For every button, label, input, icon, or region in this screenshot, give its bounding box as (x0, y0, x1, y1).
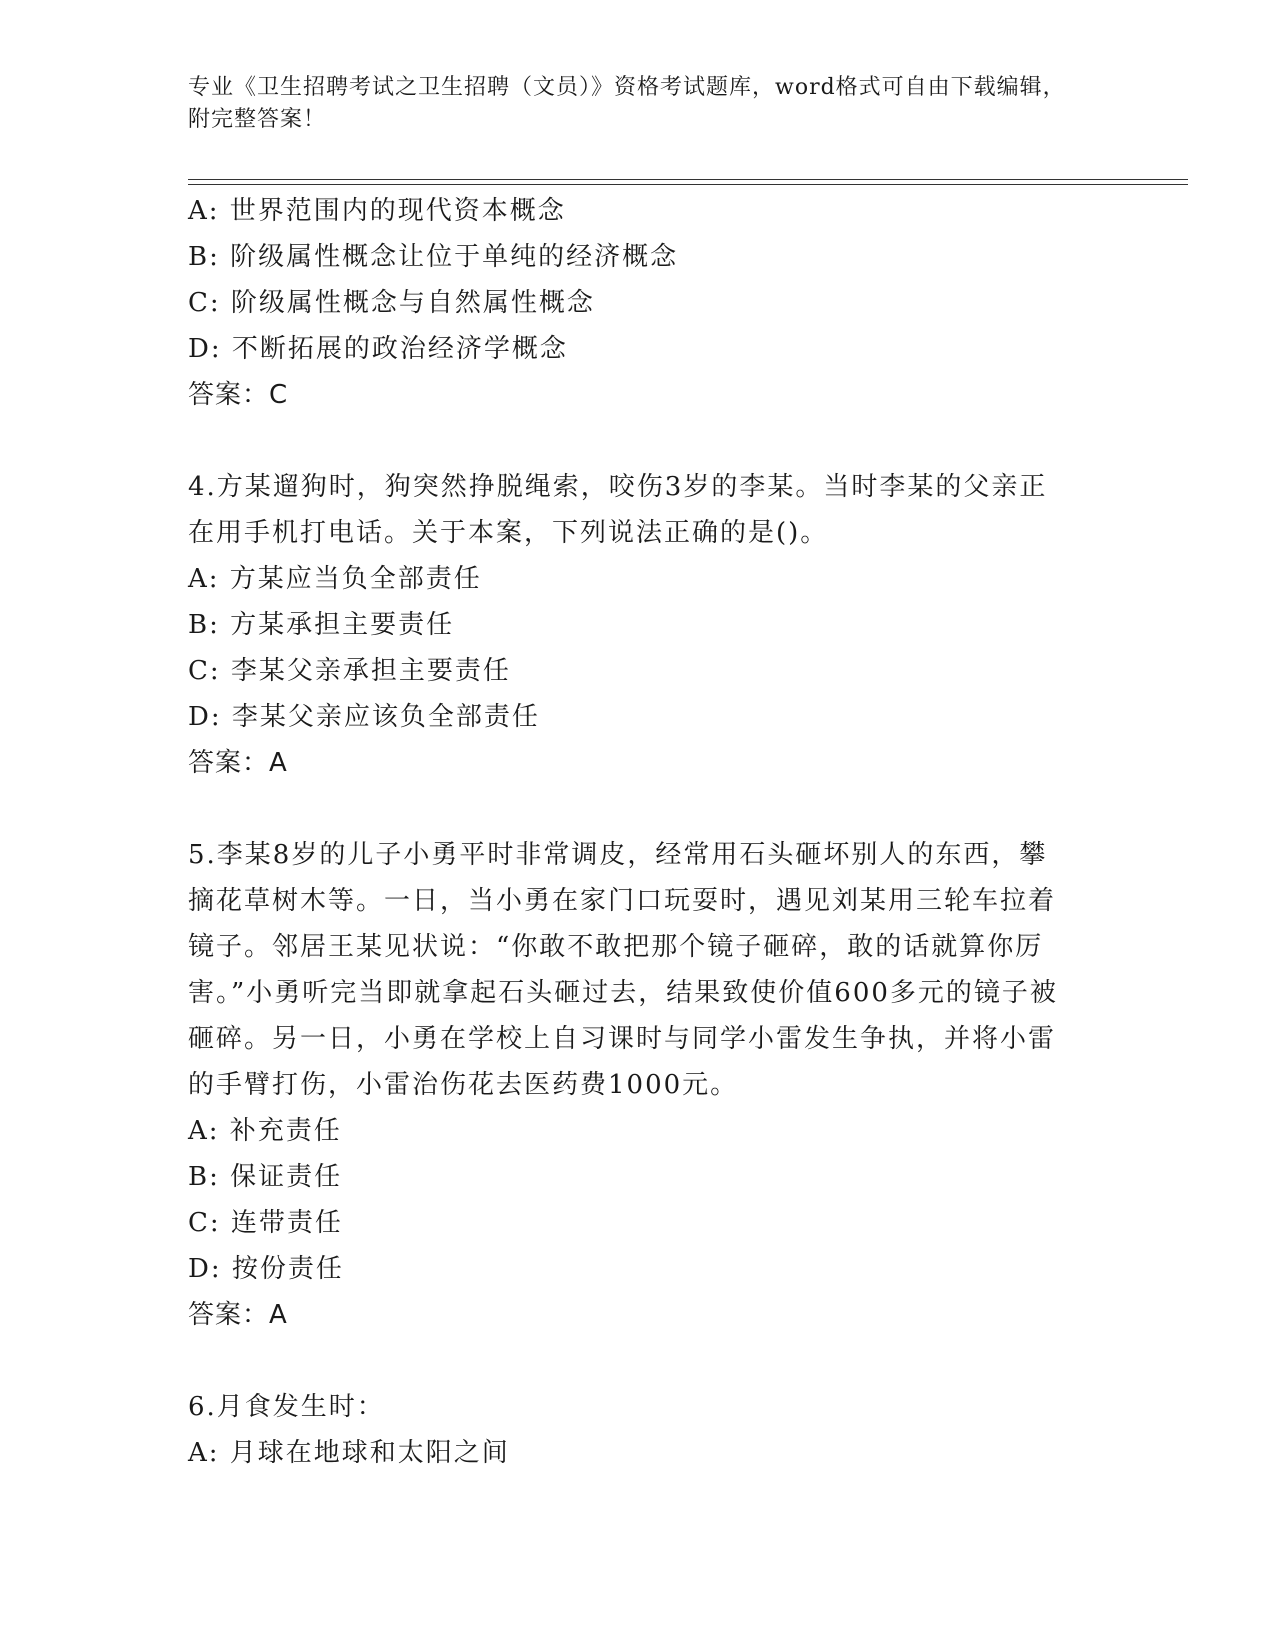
question-block-6 (188, 1384, 1068, 1476)
option-b: B: 保证责任 (188, 1162, 343, 1192)
option-a: A: 方某应当负全部责任 (188, 564, 482, 594)
header-rule-top (188, 179, 1188, 180)
question-stem: 4.方某遛狗时，狗突然挣脱绳索，咬伤3岁的李某。当时李某的父亲正在用手机打电话。关于本案，下列说法正确的是()。 (188, 472, 1048, 548)
header-rule-bottom (188, 184, 1188, 185)
spacer (188, 418, 1068, 464)
option-d: D: 李某父亲应该负全部责任 (188, 702, 540, 732)
question-block-5 (188, 832, 1068, 1338)
question-block-4 (188, 464, 1068, 786)
option-a: A: 补充责任 (188, 1116, 342, 1146)
question-block-3 (188, 188, 1068, 418)
option-d: D: 不断拓展的政治经济学概念 (188, 334, 568, 364)
option-b: B: 方某承担主要责任 (188, 610, 455, 640)
option-b: B: 阶级属性概念让位于单纯的经济概念 (188, 242, 679, 272)
spacer (188, 1338, 1068, 1384)
question-stem: 5.李某8岁的儿子小勇平时非常调皮，经常用石头砸坏别人的东西，攀摘花草树木等。一日，当小勇在家门口玩耍时，遇见刘某用三轮车拉着镜子。邻居王某见状说：“你敢不敢把那个镜子砸碎，敢的话就算你厉害。”小勇听完当即就拿起石头砸过去，结果致使价值600多元的镜子被砸碎。另一日，小勇在学校上自习课时与同学小雷发生争执，并将小雷的手臂打伤，小雷治伤花去医药费1000元。 (188, 840, 1058, 1100)
answer-label: 答案：A (188, 748, 288, 778)
question-stem: 6.月食发生时： (188, 1392, 385, 1422)
question-content (188, 188, 1068, 1476)
answer-label: 答案：A (188, 1300, 288, 1330)
answer-label: 答案：C (188, 380, 289, 410)
option-c: C: 李某父亲承担主要责任 (188, 656, 511, 686)
option-a: A: 世界范围内的现代资本概念 (188, 196, 566, 226)
option-a: A: 月球在地球和太阳之间 (188, 1438, 510, 1468)
document-header: 专业《卫生招聘考试之卫生招聘（文员）》资格考试题库，word格式可自由下载编辑，附完整答案！ (188, 75, 1066, 132)
spacer (188, 786, 1068, 832)
option-c: C: 连带责任 (188, 1208, 343, 1238)
option-d: D: 按份责任 (188, 1254, 344, 1284)
option-c: C: 阶级属性概念与自然属性概念 (188, 288, 595, 318)
